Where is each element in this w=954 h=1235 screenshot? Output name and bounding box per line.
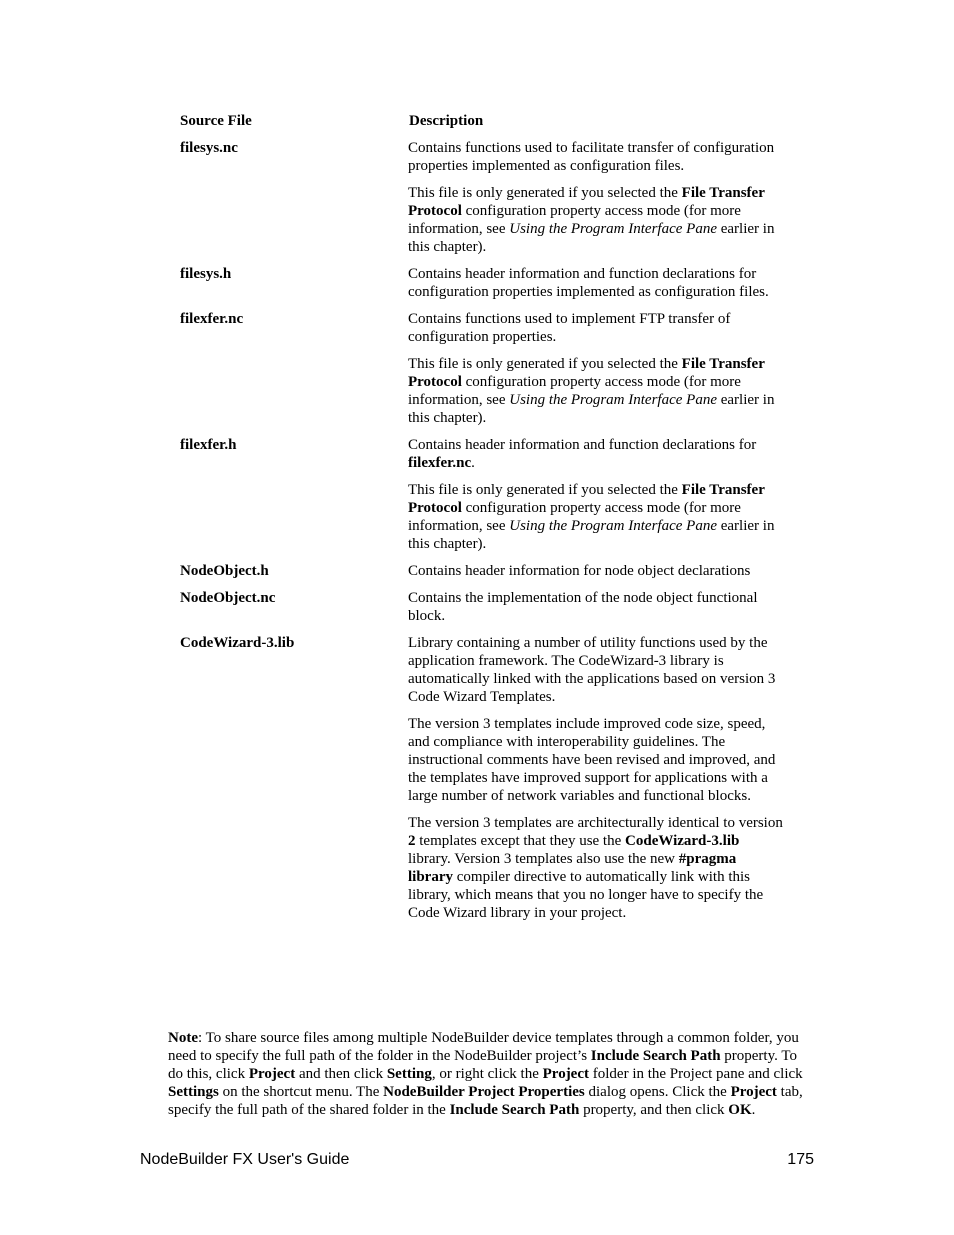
table-row — [180, 589, 790, 625]
file-name: filexfer.h — [180, 437, 237, 453]
description-paragraph: Contains functions used to facilitate transfer of configuration properties implemented as configuration files. — [408, 140, 775, 174]
file-description — [408, 436, 783, 553]
note-paragraph: Note: To share source files among multiple NodeBuilder device templates through a common folder, you need to specify the full path of the folder in the NodeBuilder project’s Include Search Path property. To do this, click Project and then click Setting, or right click the Project folder in the Project pane and click Settings on the shortcut menu. The NodeBuilder Project Properties dialog opens. Click the Project tab, specify the full path of the shared folder in the Include Search Path property, and then click OK. — [168, 1030, 803, 1118]
page-footer — [140, 1150, 814, 1170]
file-description — [408, 139, 783, 256]
file-description — [408, 562, 783, 580]
header-source-file: Source File — [180, 113, 252, 129]
description-paragraph: The version 3 templates are architecturally identical to version 2 templates except that they use the CodeWizard-3.lib library. Version 3 templates also use the new #pragma library compiler directive to automatically link with this library, which means that you no longer have to specify the Code Wizard library in your project. — [408, 815, 783, 921]
source-file-table — [180, 112, 790, 931]
file-name: CodeWizard-3.lib — [180, 635, 295, 651]
table-row — [180, 436, 790, 553]
description-paragraph: The version 3 templates include improved code size, speed, and compliance with interoperability guidelines. The instructional comments have been revised and improved, and the templates have improved support for applications with a large number of network variables and functional blocks. — [408, 716, 776, 804]
file-description — [408, 310, 783, 427]
description-paragraph: Library containing a number of utility functions used by the application framework. The CodeWizard-3 library is automatically linked with the applications based on version 3 Code Wizard Templates. — [408, 635, 776, 705]
table-row — [180, 562, 790, 580]
file-name: filexfer.nc — [180, 311, 244, 327]
description-paragraph: Contains header information and function declarations for filexfer.nc. — [408, 437, 757, 471]
table-header — [180, 112, 790, 130]
file-name: filesys.nc — [180, 140, 238, 156]
file-description — [408, 265, 783, 301]
table-row — [180, 139, 790, 256]
file-name: NodeObject.nc — [180, 590, 276, 606]
description-paragraph: Contains the implementation of the node object functional block. — [408, 590, 758, 624]
file-description — [408, 589, 783, 625]
footer-title: NodeBuilder FX User's Guide — [140, 1151, 350, 1168]
description-paragraph: This file is only generated if you selected the File Transfer Protocol configuration property access mode (for more information, see Using the Program Interface Pane earlier in this chapter). — [408, 482, 775, 552]
description-paragraph: Contains header information for node object declarations — [408, 563, 751, 579]
file-name: NodeObject.h — [180, 563, 269, 579]
description-paragraph: Contains functions used to implement FTP transfer of configuration properties. — [408, 311, 731, 345]
file-description — [408, 634, 783, 922]
header-description: Description — [409, 113, 484, 129]
description-paragraph: This file is only generated if you selected the File Transfer Protocol configuration property access mode (for more information, see Using the Program Interface Pane earlier in this chapter). — [408, 185, 775, 255]
note-label: Note — [168, 1030, 198, 1046]
page-number: 175 — [787, 1151, 814, 1168]
file-name: filesys.h — [180, 266, 232, 282]
table-row — [180, 634, 790, 922]
description-paragraph: Contains header information and function declarations for configuration properties implemented as configuration files. — [408, 266, 769, 300]
description-paragraph: This file is only generated if you selected the File Transfer Protocol configuration property access mode (for more information, see Using the Program Interface Pane earlier in this chapter). — [408, 356, 775, 426]
table-row — [180, 310, 790, 427]
table-row — [180, 265, 790, 301]
